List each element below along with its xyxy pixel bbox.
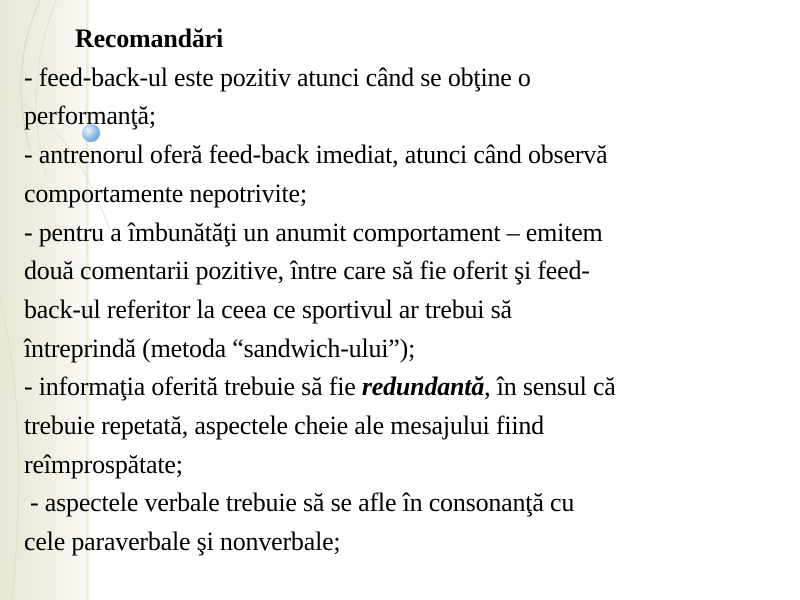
item-3-line-3: back-ul referitor la ceea ce sportivul ar trebui să [24,294,512,324]
item-1-line-2: performanţă; [24,101,156,131]
item-4-line-2: trebuie repetată, aspectele cheie ale mesajului fiind [24,411,544,441]
item-3-line-2: două comentarii pozitive, între care să fie oferit şi feed- [24,256,590,286]
recommendation-item-2 [24,136,784,213]
recommendation-item-1 [24,59,784,136]
recommendation-item-3 [24,214,784,369]
recommendation-item-4 [24,368,784,484]
item-4-line-3: reîmprospătate; [24,449,183,479]
item-5-line-1: - aspectele verbale trebuie să se afle în consonanţă cu [30,488,575,518]
recommendation-item-5 [24,484,784,561]
item-5-line-2: cele paraverbale şi nonverbale; [24,527,341,557]
item-2-line-1: - antrenorul oferă feed-back imediat, atunci când observă [24,140,608,170]
item-4-text-after: , în sensul că [484,372,616,402]
slide-content [24,20,784,562]
item-3-line-4: întreprindă (metoda “sandwich-ului”); [24,333,416,363]
item-4-line-1 [24,368,784,407]
item-3-line-1: - pentru a îmbunătăţi un anumit comportament – emitem [24,217,603,247]
arc-line-4 [0,300,19,600]
slide-heading: Recomandări [75,24,223,53]
item-2-line-2: comportamente nepotrivite; [24,178,307,208]
item-1-line-1: - feed-back-ul este pozitiv atunci când se obţine o [24,62,531,92]
item-4-emphasis: redundantă [361,372,485,402]
item-4-text-before: - informaţia oferită trebuie să fie [24,372,362,402]
